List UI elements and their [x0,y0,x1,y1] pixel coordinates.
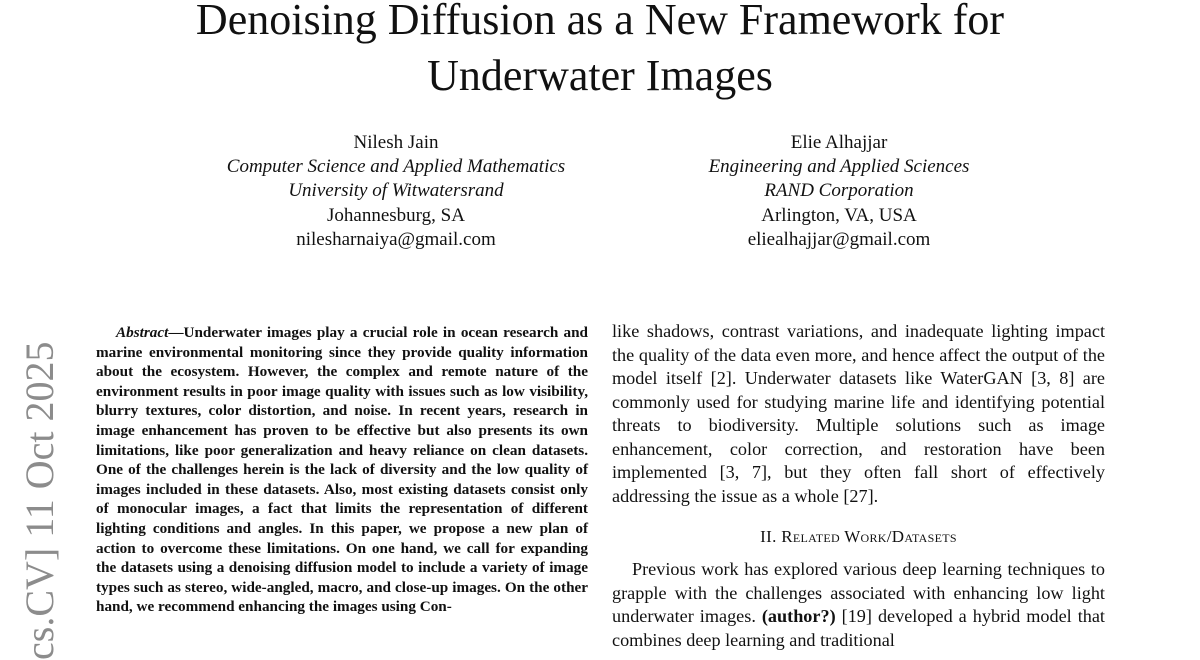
author-email[interactable]: nilesharnaiya@gmail.com [296,228,496,250]
abstract-text: —Underwater images play a crucial role in ocean research and marine environmental monitoring since they provide quality information about the ecosystem. However, the complex and remote nature of the environment results in poor image quality with issues such as low visibility, blurry textures, color distortion, and noise. In recent years, research in image enhancement has proven to be effective but also presents its own limitations, like poor generalization and heavy reliance on clean datasets. One of the challenges herein is the lack of diversity and the low quality of images included in these datasets. Also, most existing datasets consist only of monocular images, a fact that limits the representation of different lighting conditions and angles. In this paper, we propose a new plan of action to overcome these limitations. On one hand, we call for expanding the datasets using a denoising diffusion model to include a variety of image types such as stereo, wide-angled, macro, and close-up images. On the other hand, we recommend enhancing the images using Con- [96,324,588,616]
body-paragraph-intro-continued: like shadows, contrast variations, and inadequate lighting impact the quality of the data even more, and hence affect the output of the model itself [2]. Underwater datasets like WaterGAN [3, 8] are commonly used for studying marine life and identifying potential threats to biodiversity. Multiple solutions such as image enhancement, color correction, and restoration have been implemented [3, 7], but they often fall short of effectively addressing the issue as a whole [27]. [612,321,1105,506]
author-location: Johannesburg, SA [327,204,465,226]
author-institution: University of Witwatersrand [288,180,504,202]
related-work-text-start: Previous work has explored various deep learning techniques to grapple with the challenges associated with enhancing low light underwater images. [612,559,1105,626]
body-paragraph-related-work [612,558,1105,652]
abstract-label: Abstract [116,324,169,341]
paper-title-line-1: Denoising Diffusion as a New Framework for [195,0,1005,44]
section-heading-related-work [612,526,1105,548]
citation-author-placeholder: (author?) [761,606,836,626]
author-block-1 [196,131,596,252]
author-institution: RAND Corporation [764,180,914,202]
author-department: Engineering and Applied Sciences [708,156,970,178]
author-block-2 [639,131,1039,252]
related-work-text-end: [19] developed a hybrid model that combines deep learning and traditional [612,606,1105,650]
author-name: Elie Alhajjar [790,132,888,153]
author-location: Arlington, VA, USA [761,204,917,226]
author-name: Nilesh Jain [353,132,439,153]
section-number: II. [760,527,777,546]
author-department: Computer Science and Applied Mathematics [226,156,566,178]
arxiv-stamp: cs.CV] 11 Oct 2025 [17,341,62,660]
paper-title-line-2: Underwater Images [427,51,773,100]
section-title: Related Work/Datasets [781,527,957,546]
author-email[interactable]: eliealhajjar@gmail.com [747,228,931,250]
paper-title [0,0,1200,104]
right-column [612,320,1105,652]
abstract [96,323,588,617]
